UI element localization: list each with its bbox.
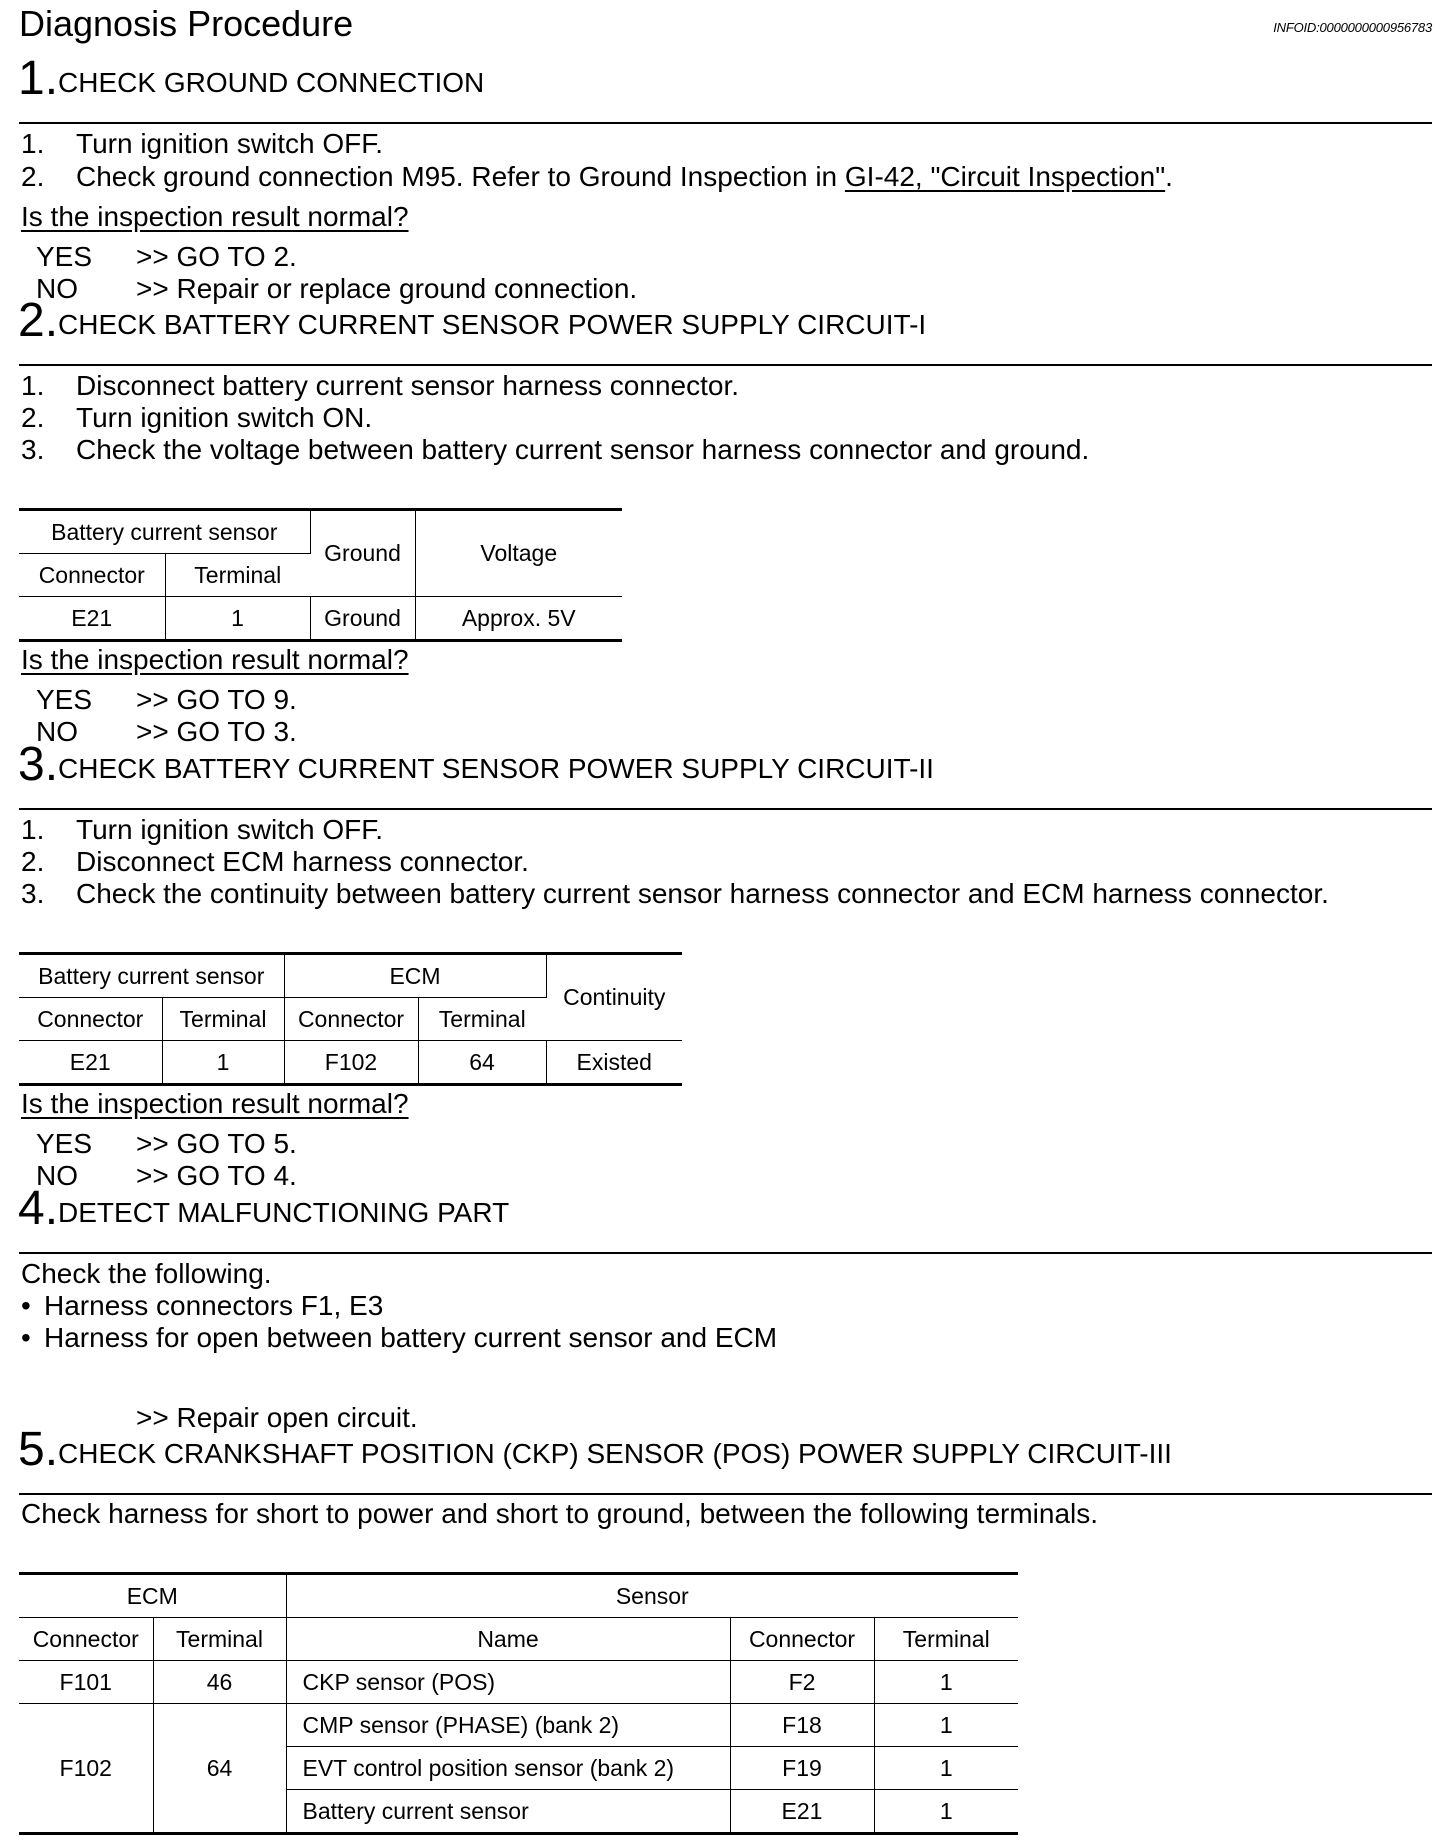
list-item: 2. Disconnect ECM harness connector. (21, 846, 529, 877)
circuit-inspection-link[interactable]: GI-42, "Circuit Inspection" (844, 161, 1166, 192)
step-number: 1. (18, 52, 59, 105)
step-title: CHECK GROUND CONNECTION (58, 67, 485, 98)
table-header: Terminal (165, 554, 310, 597)
table-header: Battery current sensor (19, 954, 284, 998)
table-row: E21 1 F102 64 Existed (19, 1041, 682, 1085)
table-header: Connector (19, 1618, 153, 1661)
step-5-heading (18, 1425, 1172, 1479)
table-header: Ground (310, 510, 415, 597)
table-row: E21 1 Ground Approx. 5V (19, 597, 622, 641)
list-item: 3. Check the continuity between battery current sensor harness connector and ECM harness connector. (21, 878, 1329, 909)
step-title: DETECT MALFUNCTIONING PART (58, 1197, 510, 1228)
step-number: 4. (18, 1182, 59, 1235)
table-row: Battery current sensor E21 1 (19, 1790, 1018, 1834)
step-4-heading (18, 1184, 509, 1238)
table-header: Connector (284, 998, 418, 1041)
list-item: 1. Disconnect battery current sensor harness connector. (21, 370, 740, 401)
no-result: NO >> GO TO 4. (36, 1160, 297, 1191)
list-item: 2. Check ground connection M95. Refer to Ground Inspection in GI-42, "Circuit Inspection". (21, 161, 1173, 192)
step-title: CHECK BATTERY CURRENT SENSOR POWER SUPPLY CIRCUIT-II (58, 753, 934, 784)
table-header: Connector (730, 1618, 874, 1661)
voltage-table (19, 508, 622, 642)
table-header: Terminal (418, 998, 546, 1041)
table-header: ECM (284, 954, 546, 998)
step-result: >> Repair open circuit. (136, 1402, 418, 1433)
table-header: Voltage (415, 510, 622, 597)
divider (19, 122, 1432, 124)
table-row: EVT control position sensor (bank 2) F19 1 (19, 1747, 1018, 1790)
list-item: 2. Turn ignition switch ON. (21, 402, 373, 433)
list-item: 1. Turn ignition switch OFF. (21, 814, 384, 845)
divider (19, 1493, 1432, 1495)
continuity-table (19, 952, 682, 1086)
table-header: Terminal (153, 1618, 286, 1661)
table-header: ECM (19, 1574, 286, 1618)
divider (19, 1252, 1432, 1254)
yes-result: YES >> GO TO 9. (36, 684, 297, 715)
info-id: INFOID:0000000000956783 (1273, 20, 1432, 35)
check-intro: Check the following. (21, 1258, 272, 1289)
inspection-question: Is the inspection result normal? (21, 1088, 409, 1119)
no-result: NO >> Repair or replace ground connection. (36, 273, 638, 304)
step-number: 3. (18, 738, 59, 791)
table-header: Connector (19, 554, 165, 597)
divider (19, 364, 1432, 366)
yes-result: YES >> GO TO 5. (36, 1128, 297, 1159)
step-title: CHECK CRANKSHAFT POSITION (CKP) SENSOR (POS) POWER SUPPLY CIRCUIT-III (58, 1438, 1172, 1469)
table-header: Connector (19, 998, 162, 1041)
list-item: • Harness for open between battery current sensor and ECM (21, 1322, 778, 1353)
no-result: NO >> GO TO 3. (36, 716, 297, 747)
table-header: Terminal (162, 998, 284, 1041)
inspection-question: Is the inspection result normal? (21, 644, 409, 675)
table-header: Battery current sensor (19, 510, 310, 554)
inspection-question: Is the inspection result normal? (21, 201, 409, 232)
table-header: Name (286, 1618, 730, 1661)
list-item: 3. Check the voltage between battery current sensor harness connector and ground. (21, 434, 1090, 465)
step-3-heading (18, 740, 934, 794)
step-2-heading (18, 296, 926, 350)
check-intro: Check harness for short to power and short to ground, between the following terminals. (21, 1498, 1099, 1529)
list-item: • Harness connectors F1, E3 (21, 1290, 384, 1321)
step-number: 2. (18, 294, 59, 347)
short-check-table (19, 1572, 1018, 1835)
list-item: 1. Turn ignition switch OFF. (21, 128, 384, 159)
table-header: Continuity (546, 954, 682, 1041)
step-number: 5. (18, 1423, 59, 1476)
divider (19, 808, 1432, 810)
yes-result: YES >> GO TO 2. (36, 241, 297, 272)
table-row: F101 46 CKP sensor (POS) F2 1 (19, 1661, 1018, 1704)
table-header: Sensor (286, 1574, 1018, 1618)
page-title: Diagnosis Procedure (19, 3, 354, 44)
step-1-heading (18, 54, 484, 108)
table-row: F102 64 CMP sensor (PHASE) (bank 2) F18 1 (19, 1704, 1018, 1747)
table-header: Terminal (874, 1618, 1018, 1661)
step-title: CHECK BATTERY CURRENT SENSOR POWER SUPPLY CIRCUIT-I (58, 309, 927, 340)
